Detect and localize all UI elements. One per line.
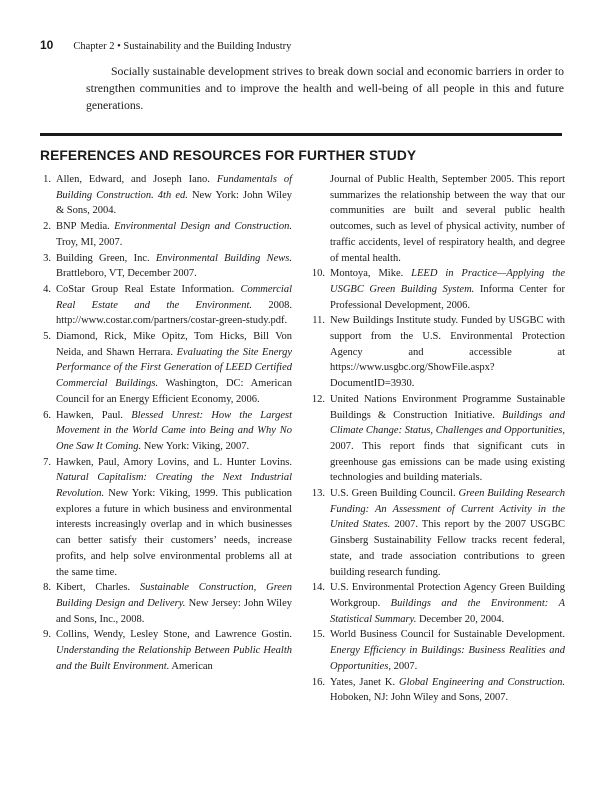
reference-authors: U.S. Green Building Council. xyxy=(330,488,459,500)
reference-details: Troy, MI, 2007. xyxy=(56,236,123,248)
reference-authors: United Nations Environment Programme Sustainable Buildings & Construction Initiative. xyxy=(330,393,565,421)
reference-item xyxy=(310,675,565,706)
reference-item xyxy=(36,627,292,674)
reference-authors: Kibert, Charles. xyxy=(56,582,140,594)
reference-item xyxy=(36,455,292,581)
reference-title: Understanding the Relationship Between Public Health and the Built Environment. xyxy=(56,645,292,672)
reference-item xyxy=(36,251,292,282)
reference-title: Evaluating the Site Energy Performance of the First Generation of LEED Certified Commercial Buildings. xyxy=(56,346,292,390)
reference-title: Natural Capitalism: Creating the Next Industrial Revolution. xyxy=(56,472,292,500)
reference-item xyxy=(36,219,292,250)
reference-authors: Allen, Edward, and Joseph Iano. xyxy=(56,174,217,185)
reference-number: 4. xyxy=(43,283,51,295)
reference-title: Sustainable Construction, Green Building Design and Delivery. xyxy=(56,582,292,609)
reference-number: 9. xyxy=(43,629,51,641)
reference-authors: Diamond, Rick, Mike Opitz, Tom Hicks, Bill Von Neida, and Shawn Herrara. xyxy=(56,331,292,358)
reference-authors: Hawken, Paul, Amory Lovins, and L. Hunter Lovins. xyxy=(56,456,292,468)
reference-authors: Yates, Janet K. xyxy=(330,676,399,688)
reference-details: Informa Center for Professional Development, 2006. xyxy=(330,283,565,311)
reference-number: 7. xyxy=(43,456,51,468)
reference-number: 11. xyxy=(312,315,325,327)
reference-title: Blessed Unrest: How the Largest Movement in the World Came into Being and Why No One Saw It Coming. xyxy=(56,409,292,452)
reference-number: 15. xyxy=(311,629,325,641)
reference-number: 8. xyxy=(43,582,51,594)
reference-title: Buildings and the Environment: A Statistical Summary. xyxy=(330,597,565,625)
reference-title: Fundamentals of Building Construction. 4th ed. xyxy=(56,174,292,201)
reference-details: New York: Viking, 2007. xyxy=(141,440,250,452)
references-right-column xyxy=(310,172,565,706)
section-divider xyxy=(40,133,562,136)
reference-details: New York: John Wiley & Sons, 2004. xyxy=(56,189,292,217)
reference-number: 6. xyxy=(43,409,51,421)
reference-details: 2007. xyxy=(390,660,418,672)
reference-title: Commercial Real Estate and the Environment. xyxy=(56,283,292,311)
reference-number: 13. xyxy=(311,488,325,500)
reference-number: 1. xyxy=(43,174,51,185)
reference-number: 14. xyxy=(311,582,325,594)
reference-authors: Building Green, Inc. xyxy=(56,252,156,264)
reference-item xyxy=(36,408,292,455)
reference-item xyxy=(310,266,565,313)
reference-details: December 20, 2004. xyxy=(416,613,505,625)
reference-item xyxy=(310,392,565,486)
reference-authors: New Buildings Institute study. Funded by USGBC with support from the U.S. Environmental Protection Agency and accessible at https://www.usgbc.org/ShowFile.aspx?DocumentID=3930. xyxy=(330,315,565,390)
reference-title: Global Engineering and Construction. xyxy=(398,676,565,688)
reference-number: 5. xyxy=(43,331,51,343)
reference-number: 16. xyxy=(311,676,325,688)
reference-item xyxy=(36,329,292,408)
reference-details: 2007. This report by the 2007 USGBC Ginsberg Sustainability Fellow tracks recent federal, state, and trade association contributions to green building research funding. xyxy=(330,519,565,578)
reference-number: 12. xyxy=(311,393,325,405)
reference-title: Green Building Research Funding: An Assessment of Current Activity in the United States. xyxy=(330,488,565,531)
reference-details: Brattleboro, VT, December 2007. xyxy=(56,268,197,280)
reference-item xyxy=(310,313,565,392)
reference-details: New Jersey: John Wiley and Sons, Inc., 2008. xyxy=(56,597,292,625)
intro-paragraph: Socially sustainable development strives to break down social and economic barriers in order to strengthen communities and to improve the health and well-being of all people in this and future generations. xyxy=(86,64,564,112)
reference-number: 2. xyxy=(43,221,51,233)
reference-number: 3. xyxy=(43,252,51,264)
reference-title: Buildings and Climate Change: Status, Challenges and Opportunities, xyxy=(330,409,565,437)
reference-item xyxy=(36,282,292,329)
reference-number: 10. xyxy=(311,268,325,280)
reference-details: 2007. This report finds that significant cuts in greenhouse gas emissions can be made using existing technologies and building materials. xyxy=(330,440,565,484)
section-title: REFERENCES AND RESOURCES FOR FURTHER STUDY xyxy=(40,148,417,163)
reference-item xyxy=(310,486,565,580)
reference-details: Washington, DC: American Council for an Energy Efficient Economy, 2006. xyxy=(56,378,292,405)
reference-title: Environmental Design and Construction. xyxy=(114,221,292,233)
reference-authors: U.S. Environmental Protection Agency Green Building Workgroup. xyxy=(330,582,565,609)
reference-authors: Collins, Wendy, Lesley Stone, and Lawrence Gostin. xyxy=(56,629,292,641)
reference-item xyxy=(310,627,565,674)
reference-title: Environmental Building News. xyxy=(155,252,293,264)
reference-item xyxy=(310,580,565,627)
reference-authors: CoStar Group Real Estate Information. xyxy=(56,283,241,295)
reference-authors: BNP Media. xyxy=(56,221,115,233)
reference-continuation: Journal of Public Health, September 2005. This report summarizes the relationship between the way that our communities are built and several public health outcomes, such as level of physical activity, number of traffic accidents, level of respiratory health, and degree of mental health. xyxy=(330,174,565,264)
reference-title: LEED in Practice—Applying the USGBC Green Building System. xyxy=(330,268,565,295)
reference-item xyxy=(36,580,292,627)
reference-authors: Montoya, Mike. xyxy=(330,268,412,280)
running-header xyxy=(40,38,291,52)
reference-item xyxy=(36,172,292,219)
chapter-label: Chapter 2 • Sustainability and the Building Industry xyxy=(73,41,292,52)
references-left-column xyxy=(36,172,292,675)
page-number: 10 xyxy=(40,38,54,52)
reference-authors: World Business Council for Sustainable Development. xyxy=(330,629,565,641)
reference-details: Hoboken, NJ: John Wiley and Sons, 2007. xyxy=(330,692,509,704)
reference-details: New York: Viking, 1999. This publication explores a future in which business and environmental interests increasingly overlap and in which businesses can better satisfy their customers’ needs, increase profits, and help solve environmental problems all at the same time. xyxy=(56,488,292,578)
reference-authors: Hawken, Paul. xyxy=(56,409,132,421)
reference-details: American xyxy=(169,660,213,672)
reference-title: Energy Efficiency in Buildings: Business Realities and Opportunities, xyxy=(330,645,565,672)
reference-details: 2008. http://www.costar.com/partners/costar-green-study.pdf. xyxy=(56,299,292,327)
